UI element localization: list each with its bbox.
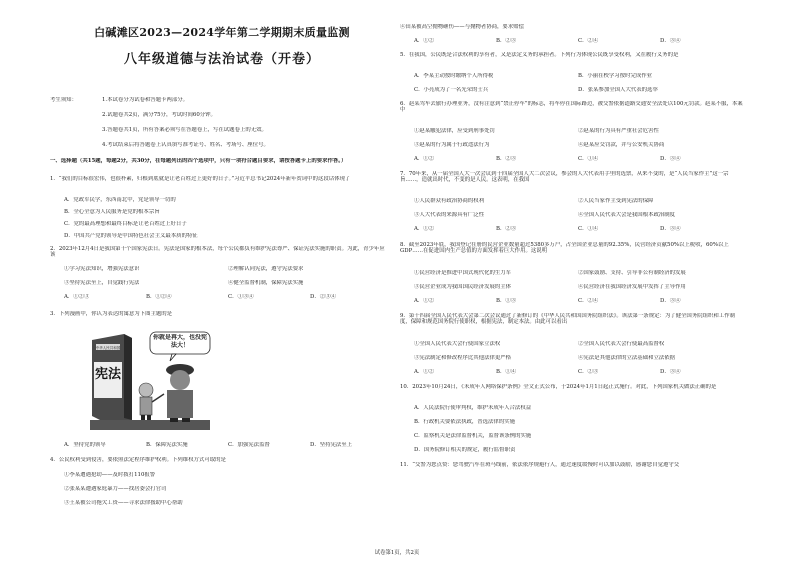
small-figure-body — [140, 397, 152, 415]
q8-item: ②国家鼓励、支持、引导非公有制经济的发展 — [578, 270, 686, 276]
q9-item: ④宪法是其他法律的立法基础和立法依据 — [578, 355, 676, 361]
question-6-stem: 6．赵某驾车去旅行办理业务，没有注意到“禁止停车”的标志，将车停在国际路边，被交警依据道路交通安全法处以100元罚款。赵某不服，本案中 — [400, 101, 743, 114]
q4-option-b: B．②③ — [496, 38, 517, 44]
right-column — [400, 0, 744, 540]
q2-item: ②理解认同宪法，遵守宪法要求 — [228, 266, 304, 272]
q2-option-d: D．②③④ — [310, 294, 336, 300]
q3-option-b: B．保障宪法实施 — [146, 442, 188, 448]
q8-item: ④民营经济在我国经济发展中发挥了主导作用 — [578, 284, 686, 290]
q6-item: ③赵某的行为属于行政违法行为 — [414, 142, 490, 148]
q9-item: ②全国人民代表大会行使最高监督权 — [578, 341, 665, 347]
question-10-stem: 10．2023年10月24日，《未成年人网络保护条例》全文正式公布，于2024年1月1日起正式施行。对此，下列国家机关做法正确的是 — [400, 384, 717, 390]
q4-item: ①李某遭遇抢劫——及时拨打110报警 — [64, 472, 156, 478]
q8-item: ①民营经济是推进中国式现代化的生力军 — [414, 270, 512, 276]
exam-title: 白碱滩区2023—2024学年第二学期期末质量监测 — [94, 26, 350, 39]
q9-item: ①全国人民代表大会行使国家立法权 — [414, 341, 501, 347]
q6-option-d: D．③④ — [660, 156, 681, 162]
q7-option-d: D．③④ — [660, 226, 681, 232]
question-1-stem: 1．“我们的目标很宏伟，也很朴素，归根到底就是让老百姓过上更好的日子。”习近平总书记2024年新年贺词中的这段话体现了 — [50, 176, 351, 182]
q10-option-c: C．监察机关是法律监督机关，监督该条例的实施 — [414, 433, 532, 439]
q4-option-d: D．③④ — [660, 38, 681, 44]
speech-text: 你就是再大，也没宪法大！ — [152, 334, 207, 349]
q1-option-b: B．全心全意为人民服务是党的根本宗旨 — [64, 209, 160, 215]
page-footer: 试卷第1页，共2页 — [374, 550, 420, 556]
book-label: 中华人民共和国 — [95, 346, 121, 350]
small-figure-head — [139, 383, 153, 397]
q2-item: ③坚持宪法至上，自觉践行宪法 — [64, 280, 140, 286]
question-5-stem: 5．在我国，公民既是合法权利的享有者，又是法定义务的承担者。下列行为体现公民既享受权利，又在履行义务的是 — [400, 52, 679, 58]
q9-item: ③宪法制定和修改程序比其他法律更严格 — [414, 355, 512, 361]
q2-option-c: C．①③④ — [228, 294, 254, 300]
cartoon-illustration — [72, 328, 222, 432]
q7-option-c: C．①④ — [578, 226, 599, 232]
q7-item: ②人民当家作主受到宪法的保障 — [578, 198, 654, 204]
q8-option-c: C．②④ — [578, 298, 599, 304]
left-column — [50, 0, 390, 540]
q7-item: ①人民群众有政治协商的权利 — [414, 198, 485, 204]
question-2-stem: 2．2023年12月4日是我国第十个国家宪法日。宪法是国家的根本法，每个公民都负有维护宪法尊严、保证宪法实施的职责。为此，青少年应该 — [50, 246, 385, 259]
notice-item: 1.本试卷分为试卷和答题卡两部分。 — [102, 97, 189, 103]
exam-subtitle: 八年级道德与法治试卷（开卷） — [123, 52, 320, 67]
q5-option-c: C．小亮成为了一名光荣的士兵 — [414, 87, 489, 93]
q9-option-c: C．②③ — [578, 369, 599, 375]
q2-option-a: A．①②③ — [64, 294, 90, 300]
q8-option-b: B．①③ — [496, 298, 517, 304]
q7-option-a: A．①② — [414, 226, 435, 232]
q1-option-d: D．中国共产党的领导是中国特色社会主义最本质的特征 — [64, 233, 198, 239]
q8-option-d: D．③④ — [660, 298, 681, 304]
q3-option-d: D．坚持宪法至上 — [310, 442, 353, 448]
q2-option-b: B．①②④ — [146, 294, 172, 300]
q4-item: ④田某被高空抛物砸伤——与抛物者协商，要求赔偿 — [400, 24, 524, 30]
q6-item: ①赵某触犯法律，应受到刑事处罚 — [414, 128, 495, 134]
q2-item: ①学习宪法知识，增强宪法意识 — [64, 266, 140, 272]
q4-item: ③王某被公司拖欠工资——寻求法律援助中心帮助 — [64, 500, 183, 506]
q1-option-c: C．党的最高理想和最终目标是让老百姓过上好日子 — [64, 221, 187, 227]
notice-item: 4.考试结束后将答题卷上认真填写准考证号、姓名、考场号、座位号。 — [102, 142, 269, 148]
notice-item: 3.答题卷共1页，所有答案必须写在答题卷上，写在试题卷上的无效。 — [102, 127, 267, 133]
big-figure-body — [167, 390, 193, 418]
q4-option-a: A．①② — [414, 38, 435, 44]
q5-option-b: B．小丽在校学习按时完成作业 — [578, 73, 653, 79]
q6-option-a: A．①② — [414, 156, 435, 162]
q7-item: ④全国人民代表大会是我国根本政治制度 — [578, 212, 676, 218]
notice-item: 2.试题卷共2页，满分75分，考试时间60分钟。 — [102, 112, 216, 118]
q1-option-a: A．党政军民学，东西南北中，党是领导一切的 — [64, 197, 176, 203]
q7-option-b: B．②③ — [496, 226, 517, 232]
question-3-stem: 3．下列漫画中，你认为表达的寓意为下图主题的是 — [50, 311, 173, 317]
q6-option-b: B．②③ — [496, 156, 517, 162]
q10-option-a: A．人民法院行使审判权，维护未成年人合法权益 — [414, 405, 532, 411]
book-title-chars: 宪法 — [94, 367, 122, 382]
q5-option-d: D．张某参加全国人大代表的选举 — [578, 87, 658, 93]
q2-item: ④健全监督机制，保障宪法实施 — [228, 280, 304, 286]
question-9-stem: 9．第十四届全国人民代表大会第二次会议通过了新修订的《中华人民共和国国务院组织法》。该法第一条规定：为了健全国务院组织和工作制度，保障和规范国务院行使职权，根据宪法，制定本法。由此可以看出 — [400, 313, 735, 326]
question-8-stem: 8．截至2023年底，我国登记在册的民营企业数量超过5380多万户，占全国企业总量的92.35%，民营经济贡献50%以上税收，60%以上GDP……在促进国内生产总值的方面发挥着巨大作用。这说明 — [400, 242, 729, 255]
question-7-stem: 7．70年来，从一届全国人大一次会议到十四届全国人大二次会议，参会的人大代表用手里的选票，从来不变的，是“人民当家作主”这一宗旨……，造就出时代，不变的是人民。这表明，在我国 — [400, 171, 729, 184]
q7-item: ③人大代表的来源具有广泛性 — [414, 212, 485, 218]
q4-option-c: C．②④ — [578, 38, 599, 44]
q6-item: ②赵某的行为具有严重社会危害性 — [578, 128, 659, 134]
q8-option-a: A．①② — [414, 298, 435, 304]
question-11-stem: 11．“交警为您点赞：您驾驶汽车在斑马线前，依法依序规避行人，通过速度缓慢时可以加以鼓励，感谢您自觉遵守交 — [400, 462, 680, 468]
notice-label: 考生须知： — [50, 97, 77, 103]
q9-option-b: B．①④ — [496, 369, 517, 375]
q9-option-a: A．①② — [414, 369, 435, 375]
q10-option-b: B．行政机关要依法执政，普选法律的实施 — [414, 419, 515, 425]
question-4-stem: 4．公民权利受到侵害，要依照法定程序维护权利。下列维权方式可取的是 — [50, 457, 226, 463]
q3-option-c: C．加强宪法监督 — [228, 442, 270, 448]
section-heading: 一、选择题（共15题，每题2分，共30分，在每题列出的四个选项中，只有一项符合题目要求，请按答题卡上的要求作答。） — [50, 158, 347, 164]
cartoon-ground — [90, 420, 210, 430]
q5-option-a: A．李某主动按时缴纳个人所得税 — [414, 73, 494, 79]
q6-option-c: C．①④ — [578, 156, 599, 162]
q9-option-d: D．③④ — [660, 369, 681, 375]
q10-option-d: D．国务院修订相关的规定，履行监督职责 — [414, 447, 516, 453]
q8-item: ③民营企业成为我国国民经济发展的主体 — [414, 284, 512, 290]
q3-option-a: A．坚持党的领导 — [64, 442, 106, 448]
q4-item: ②张某某遭遇家庭暴力——找居委会打官司 — [64, 486, 167, 492]
q6-item: ④赵某应交罚款，并与公安机关协商 — [578, 142, 665, 148]
